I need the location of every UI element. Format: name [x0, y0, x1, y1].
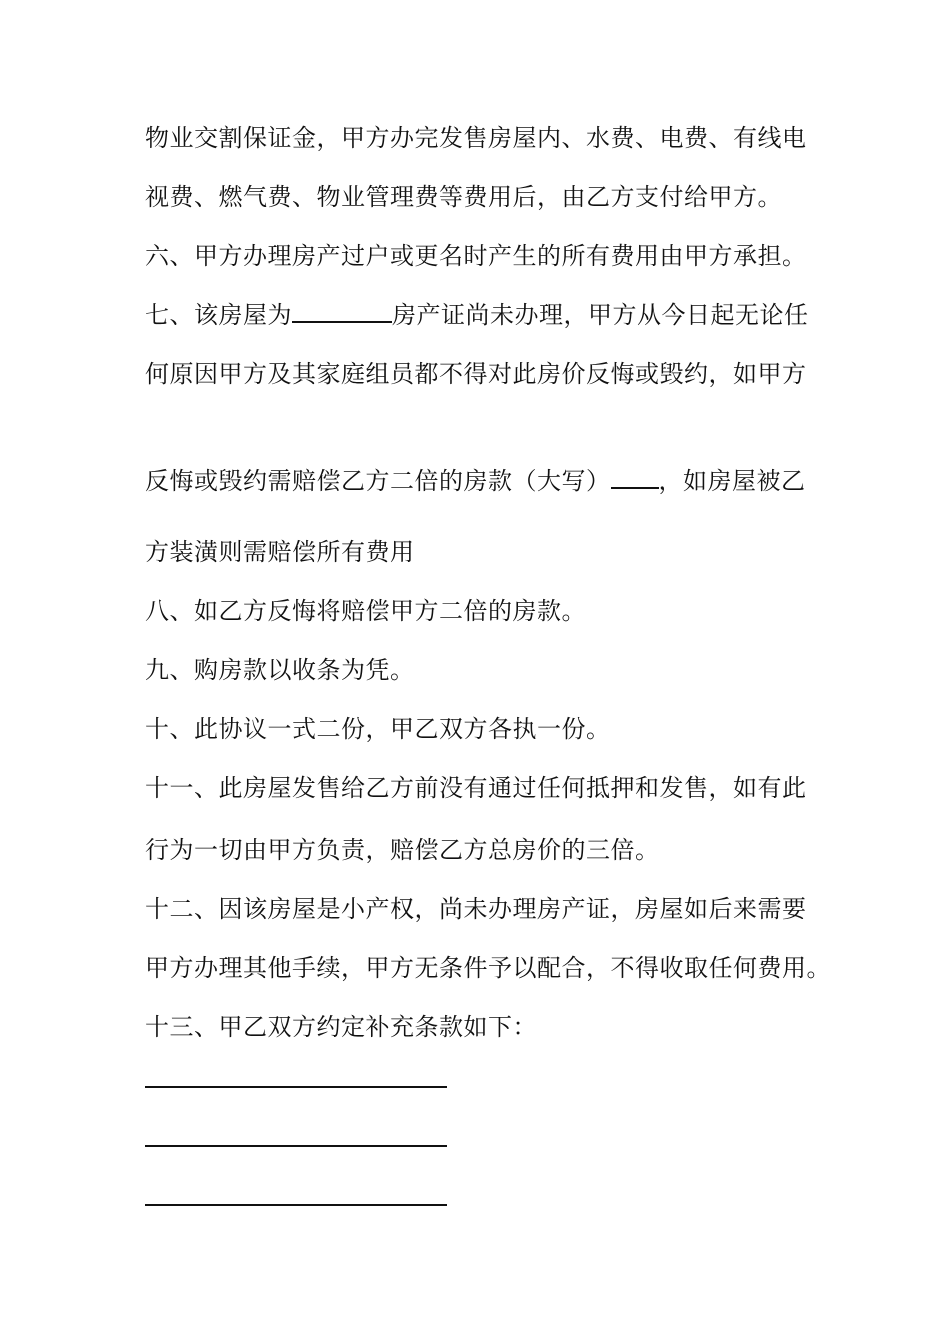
text-line: 十三、甲乙双方约定补充条款如下： — [145, 1013, 537, 1041]
text-line: 何原因甲方及其家庭组员都不得对此房价反悔或毁约，如甲方 — [145, 360, 807, 388]
supplementary-clause-line[interactable] — [145, 1086, 447, 1088]
text-line: 八、如乙方反悔将赔偿甲方二倍的房款。 — [145, 597, 586, 625]
text-line: 九、购房款以收条为凭。 — [145, 656, 415, 684]
text-line — [145, 299, 809, 331]
text-line: 十、此协议一式二份，甲乙双方各执一份。 — [145, 715, 611, 743]
supplementary-clause-line[interactable] — [145, 1204, 447, 1206]
fill-in-blank[interactable] — [611, 465, 659, 489]
text-line: 行为一切由甲方负责，赔偿乙方总房价的三倍。 — [145, 836, 660, 864]
text-line: 六、甲方办理房产过户或更名时产生的所有费用由甲方承担。 — [145, 242, 807, 270]
text-segment: ，如房屋被乙 — [658, 467, 806, 495]
text-line: 甲方办理其他手续，甲方无条件予以配合，不得收取任何费用。 — [145, 954, 831, 982]
text-line: 十一、此房屋发售给乙方前没有通过任何抵押和发售，如有此 — [145, 774, 807, 802]
supplementary-clause-line[interactable] — [145, 1145, 447, 1147]
fill-in-blank[interactable] — [292, 299, 392, 323]
text-segment: 反悔或毁约需赔偿乙方二倍的房款（大写） — [145, 467, 611, 495]
text-line: 方装潢则需赔偿所有费用 — [145, 538, 415, 566]
text-line — [145, 465, 806, 497]
text-line: 物业交割保证金，甲方办完发售房屋内、水费、电费、有线电 — [145, 124, 807, 152]
text-line: 视费、燃气费、物业管理费等费用后，由乙方支付给甲方。 — [145, 183, 782, 211]
text-segment: 房产证尚未办理，甲方从今日起无论任 — [392, 301, 809, 329]
text-line: 十二、因该房屋是小产权，尚未办理房产证，房屋如后来需要 — [145, 895, 807, 923]
text-segment: 七、该房屋为 — [145, 301, 292, 329]
